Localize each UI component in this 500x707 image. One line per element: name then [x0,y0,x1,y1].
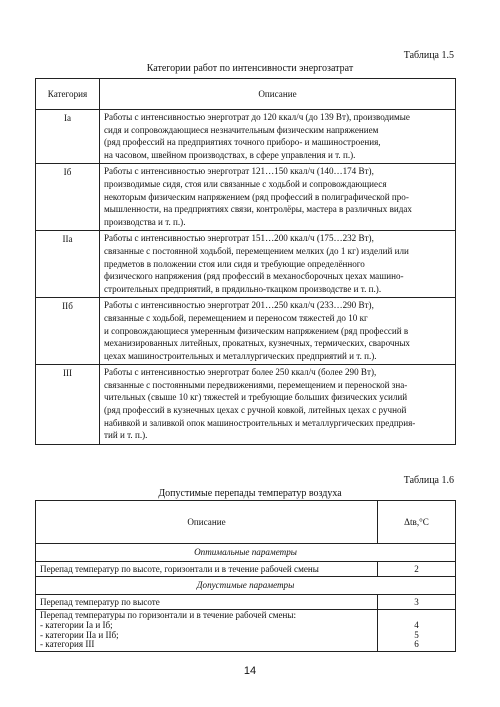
table-row [36,365,456,445]
work-categories-table [35,78,456,445]
table-row [36,231,456,298]
description-line: связанные с постоянными передвижениями, перемещением и переноской зна- [104,379,408,390]
description-line: и сопровождающиеся умеренным физическим напряжением (ряд профессий в [104,325,409,336]
table-row [36,561,456,577]
page-number: 14 [243,665,257,677]
description-line: Работы с интенсивностью энерготрат 121…150 ккал/ч (140…174 Вт), [104,166,374,177]
table-2-title: Допустимые перепады температур воздуха [158,488,342,499]
table-row [36,164,456,231]
category-cell: III [36,365,100,445]
row-height-description: Перепад температур по высоте [36,594,378,610]
description-line: связанные с постоянной ходьбой, перемещением мелких (до 1 кг) изделий или [104,245,409,256]
row-height-value: 3 [378,594,456,610]
section-allowed-label: Допустимые параметры [36,577,456,595]
description-line: Работы с интенсивностью энерготрат 151…200 ккал/ч (175…232 Вт), [104,233,374,244]
description-line: (ряд профессий в кузнечных цехах с ручной ковкой, литейных цехах с ручной [104,405,407,416]
description-line: чительных (свыше 10 кг) тяжестей и требующие больших физических усилий [104,392,408,403]
row-horizontal-line: - категория III [40,639,95,650]
description-line: производства и т. п.). [104,216,186,227]
description-cell [100,298,456,365]
column-header-delta-t: Δtв,°С [378,501,456,544]
column-header-category: Категория [36,79,100,110]
description-line: Работы с интенсивностью энерготрат 201…250 ккал/ч (233…290 Вт), [104,300,374,311]
table-1-title: Категории работ по интенсивности энергозатрат [146,63,354,74]
table-row [36,298,456,365]
row-horizontal-value: 5 [414,629,419,640]
description-line: (ряд профессий на предприятиях точного приборо- и машиностроения, [104,137,381,148]
description-line: тий и т. п.). [104,430,148,441]
row-optimal-description: Перепад температур по высоте, горизонтали и в течение рабочей смены [36,561,378,577]
table-header-row [36,79,456,110]
column-header-description: Описание [36,501,378,544]
row-horizontal-line: Перепад температуры по горизонтали и в течение рабочей смены: [40,610,297,621]
temperature-differences-table [35,500,456,652]
description-cell [100,365,456,445]
description-cell [100,231,456,298]
description-line: набивкой и заливкой опок машиностроительных и металлургических предприя- [104,417,416,428]
description-line: физического напряжения (ряд профессий в механосборочных цехах машино- [104,271,404,282]
table-1-label: Таблица 1.5 [403,50,454,61]
description-line: предметов в положении стоя или сидя и требующие определённого [104,258,365,269]
row-horizontal-value: 4 [414,619,419,630]
table-2-label: Таблица 1.6 [403,475,454,486]
description-line: связанные с ходьбой, перемещением и переносом тяжестей до 10 кг [104,312,368,323]
description-line: механизированных литейных, прокатных, кузнечных, термических, сварочных [104,338,410,349]
category-cell: Iа [36,110,100,164]
row-optimal-value: 2 [378,561,456,577]
category-cell: IIб [36,298,100,365]
table-row [36,610,456,651]
description-cell [100,164,456,231]
section-row-allowed [36,577,456,595]
column-header-description: Описание [100,79,456,110]
category-cell: IIа [36,231,100,298]
category-cell: Iб [36,164,100,231]
description-line: строительных предприятий, в прядильно-ткацком производстве и т. п.). [104,283,382,294]
description-line: Работы с интенсивностью энерготрат до 120 ккал/ч (до 139 Вт), производимые [104,112,410,122]
row-horizontal-line: - категории IIа и IIб; [40,629,119,640]
row-horizontal-description [36,610,378,651]
description-line: некоторым физическим напряжением (ряд профессий в полиграфической про- [104,191,409,202]
description-line: Работы с интенсивностью энерготрат более 250 ккал/ч (более 290 Вт), [104,367,377,378]
description-line: цехах машиностроительных и металлургических предприятий и т. п.). [104,350,377,361]
table-row [36,594,456,610]
section-optimal-label: Оптимальные параметры [36,544,456,562]
row-horizontal-line: - категории Iа и Iб; [40,619,113,630]
row-horizontal-value: 6 [414,639,419,650]
description-line: производимые сидя, стоя или связанные с ходьбой и сопровождающиеся [104,178,387,189]
description-line: на часовом, швейном производствах, в сфере управления и т. п.). [104,149,356,160]
description-line: мышленности, на предприятиях связи, контролёры, мастера в различных видах [104,204,412,215]
table-header-row [36,501,456,544]
row-horizontal-values [378,610,456,651]
description-line: сидя и сопровождающиеся незначительным физическим напряжением [104,124,379,135]
table-row [36,110,456,164]
description-cell [100,110,456,164]
section-row-optimal [36,544,456,562]
